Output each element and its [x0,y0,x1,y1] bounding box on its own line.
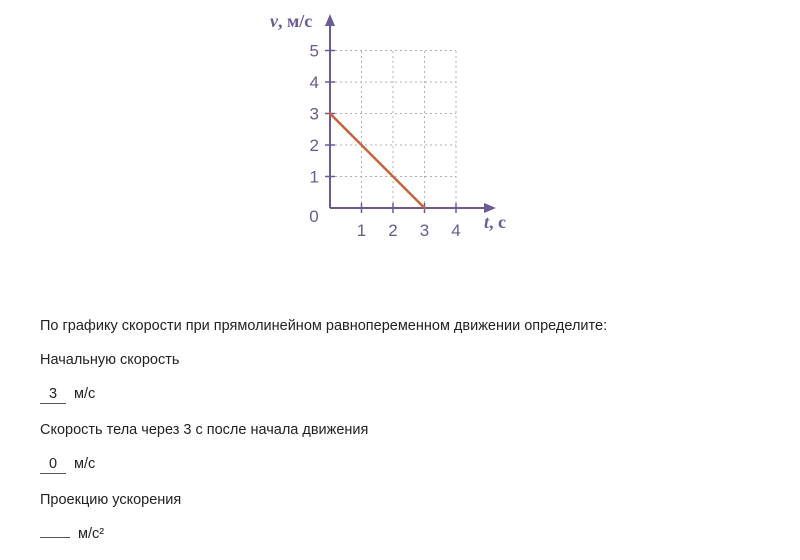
answer-acceleration[interactable] [40,537,70,538]
unit-label: м/с [74,456,96,472]
unit-label: м/с² [78,526,105,542]
x-axis-label: t, с [484,212,507,232]
x-tick-label: 3 [419,221,430,240]
x-tick-label: 1 [356,221,367,240]
y-tick-label: 5 [309,41,319,61]
y-tick-label: 4 [309,73,319,92]
velocity-line [330,114,425,209]
question-acceleration: Проекцию ускорения [40,492,182,508]
answer-row-velocity-at-3s [40,454,780,490]
velocity-time-chart [0,0,800,260]
x-tick-label: 2 [388,221,398,240]
origin-label: 0 [309,207,319,226]
answer-initial-velocity[interactable]: 3 [40,385,66,404]
y-tick-label: 2 [309,136,319,155]
y-tick-label: 3 [309,104,319,124]
answer-row-acceleration [40,524,780,560]
y-tick-label: 1 [309,167,319,187]
y-axis-label: v, м/с [270,11,313,31]
x-tick-label: 4 [451,221,461,240]
question-velocity-at-3s: Скорость тела через 3 с после начала движения [40,422,369,438]
answer-row-initial-velocity [40,384,780,420]
unit-label: м/с [74,386,96,402]
y-axis-arrow [325,14,335,26]
chart-labels [270,11,506,240]
question-prompt: По графику скорости при прямолинейном равнопеременном движении определите: [40,318,608,334]
question-block [40,316,780,560]
question-initial-velocity: Начальную скорость [40,352,180,368]
chart-grid [330,51,456,209]
chart-series [330,114,425,209]
answer-velocity-at-3s[interactable]: 0 [40,455,66,474]
